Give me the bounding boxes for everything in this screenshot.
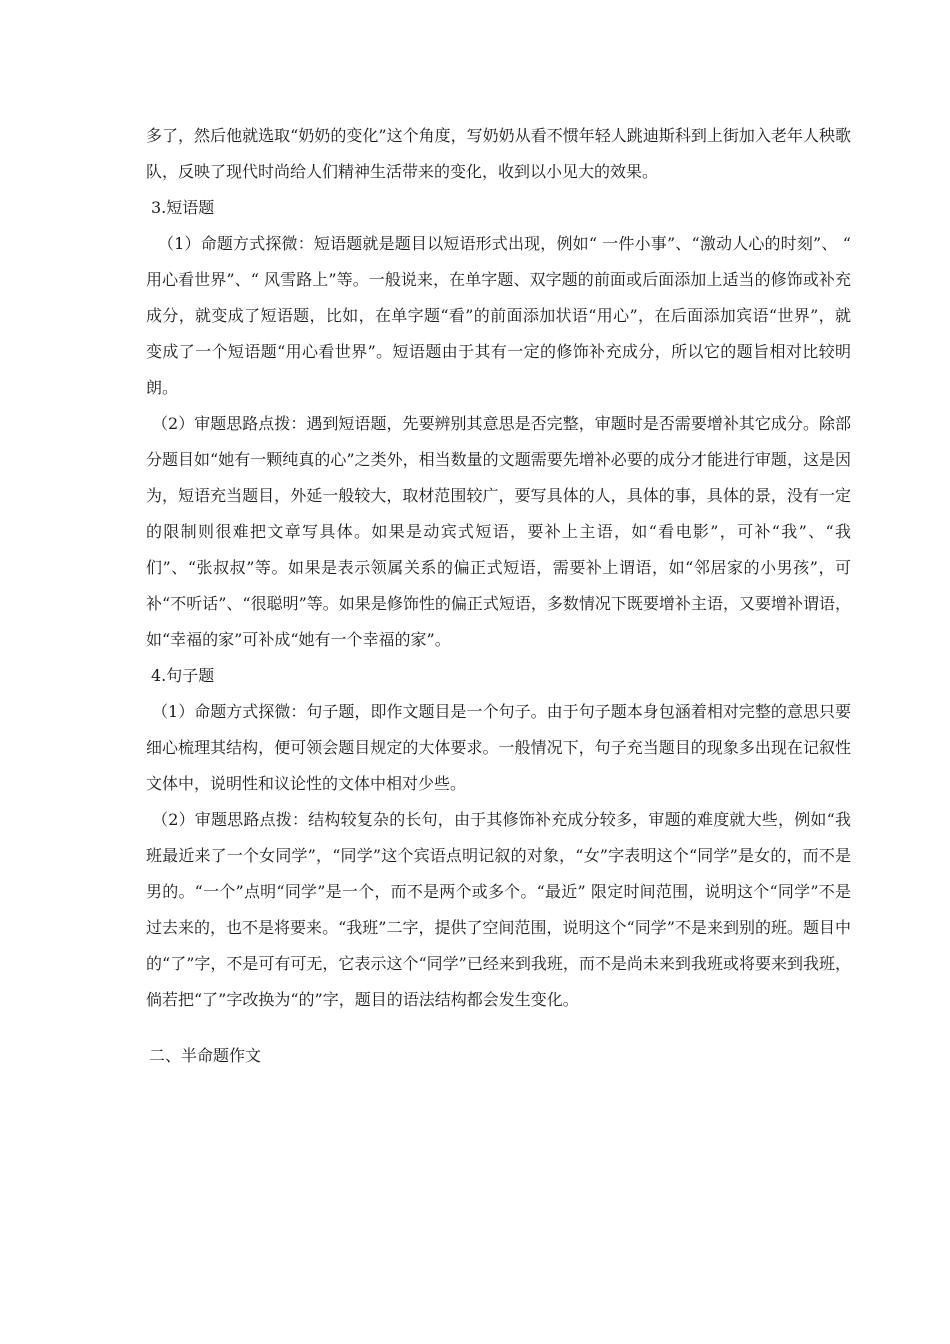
section-heading-semi-proposition: 二、半命题作文 [149, 1046, 262, 1065]
subheading-sentence-title: 4.句子题 [151, 666, 215, 685]
paragraph-phrase-method: （1）命题方式探微：短语题就是题目以短语形式出现，例如“ 一件小事”、“激动人心的时刻”、 “ 用心看世界”、“ 风雪路上”等。一般说来，在单字题、双字题的前面或后面添加上适当的修饰或补充成分，就变成了短语题，比如，在单字题“看”的前面添加状语“用心”，在后面添加宾语“世界”，就变成了一个短语题“用心看世界”。短语题由于其有一定的修饰补充成分，所以它的题旨相对比较明朗。 [146, 234, 851, 397]
paragraph-continuation: 多了，然后他就选取“奶奶的变化”这个角度，写奶奶从看不惯年轻人跳迪斯科到上街加入老年人秧歌队，反映了现代时尚给人们精神生活带来的变化，收到以小见大的效果。 [146, 126, 851, 181]
document-body [146, 118, 851, 1074]
paragraph-phrase-analysis: （2）审题思路点拨：遇到短语题，先要辨别其意思是否完整，审题时是否需要增补其它成分。除部分题目如“她有一颗纯真的心”之类外，相当数量的文题需要先增补必要的成分才能进行审题，这是因为，短语充当题目，外延一般较大，取材范围较广，要写具体的人，具体的事，具体的景，没有一定的限制则很难把文章写具体。如果是动宾式短语，要补上主语，如“看电影”，可补“我”、“我们”、“张叔叔”等。如果是表示领属关系的偏正式短语，需要补上谓语，如“邻居家的小男孩”，可补“不听话”、“很聪明”等。如果是修饰性的偏正式短语，多数情况下既要增补主语，又要增补谓语，如“幸福的家”可补成“她有一个幸福的家”。 [146, 414, 851, 649]
section-gap [146, 1018, 851, 1038]
paragraph-sentence-method: （1）命题方式探微：句子题，即作文题目是一个句子。由于句子题本身包涵着相对完整的意思只要细心梳理其结构，便可领会题目规定的大体要求。一般情况下，句子充当题目的现象多出现在记叙性文体中，说明性和议论性的文体中相对少些。 [146, 702, 851, 793]
paragraph-sentence-analysis: （2）审题思路点拨：结构较复杂的长句，由于其修饰补充成分较多，审题的难度就大些，例如“我班最近来了一个女同学”，“同学”这个宾语点明记叙的对象，“女”字表明这个“同学”是女的，而不是男的。“一个”点明“同学”是一个，而不是两个或多个。“最近” 限定时间范围，说明这个“同学”不是过去来的，也不是将要来。“我班”二字，提供了空间范围，说明这个“同学”不是来到别的班。题目中的“了”字，不是可有可无，它表示这个“同学”已经来到我班，而不是尚未来到我班或将要来到我班，倘若把“了”字改换为“的”字，题目的语法结构都会发生变化。 [146, 810, 851, 1009]
subheading-phrase-title: 3.短语题 [151, 198, 215, 217]
